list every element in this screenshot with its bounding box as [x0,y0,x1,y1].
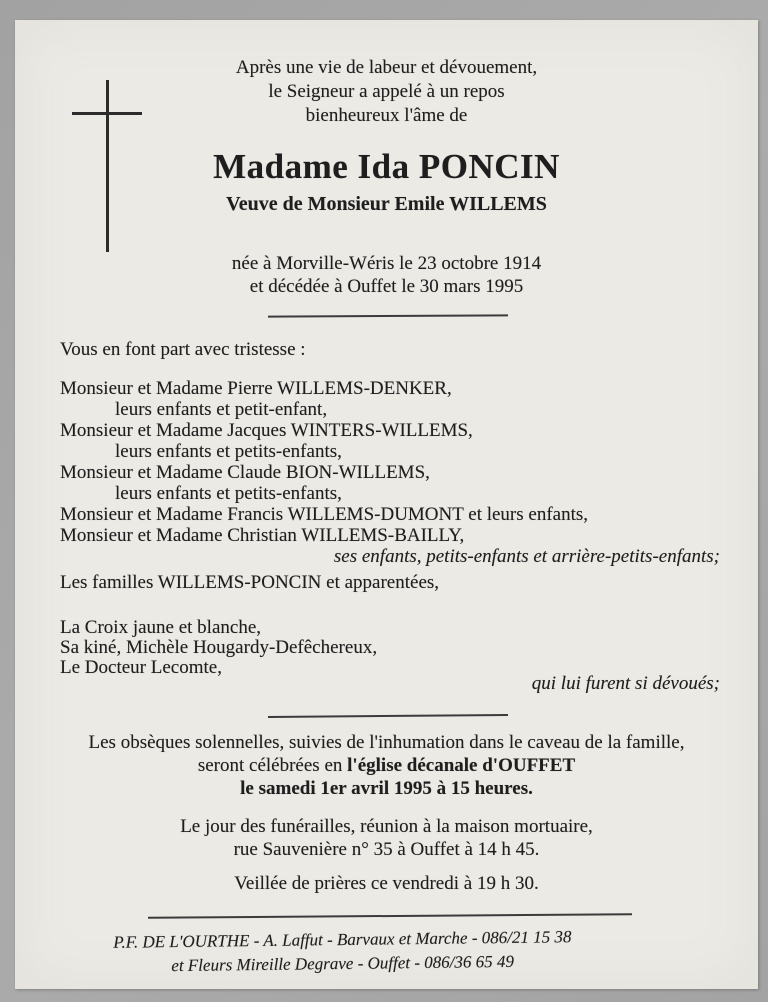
gathering-line-1: Le jour des funérailles, réunion à la maison mortuaire, [180,816,593,837]
intro-text [15,56,758,128]
life-dates [15,252,758,298]
relation-line: ses enfants, petits-enfants et arrière-petits-enfants; [333,546,720,567]
birth-line: née à Morville-Wéris le 23 octobre 1914 [231,253,542,274]
caregiver-line: Sa kiné, Michèle Hougardy-Defêchereux, [60,637,378,658]
related-families-line: Les familles WILLEMS-PONCIN et apparentées, [60,572,440,593]
intro-line-1: Après une vie de labeur et dévouement, [235,57,538,78]
gathering-details [15,815,758,861]
family-list [60,378,720,567]
funeral-date-time: le samedi 1er avril 1995 à 15 heures. [240,778,533,799]
divider-middle [268,714,508,718]
church-name: l'église décanale d'OUFFET [347,755,576,776]
footer-line-1: P.F. DE L'OURTHE - A. Laffut - Barvaux et Marche - 086/21 15 38 [113,927,572,952]
announcement-intro: Vous en font part avec tristesse : [60,339,306,360]
death-line: et décédée à Ouffet le 30 mars 1995 [249,276,524,297]
family-line: leurs enfants et petits-enfants, [115,483,342,504]
funeral-details [15,731,758,800]
family-line: leurs enfants et petit-enfant, [115,399,328,420]
funeral-home-footer [15,924,671,980]
deceased-name: Madame Ida PONCIN [213,147,560,186]
caregiver-line: Le Docteur Lecomte, [60,657,222,678]
funeral-line-1: Les obsèques solennelles, suivies de l'inhumation dans le caveau de la famille, [88,732,685,753]
family-line: Monsieur et Madame Claude BION-WILLEMS, [60,462,430,483]
intro-line-2: le Seigneur a appelé à un repos [268,81,505,102]
intro-line-3: bienheureux l'âme de [305,105,468,126]
funeral-line-2 [15,754,758,777]
family-line: Monsieur et Madame Christian WILLEMS-BAILLY, [60,525,465,546]
funeral-line-2-prefix: seront célébrées en [197,755,348,776]
gathering-line-2: rue Sauvenière n° 35 à Ouffet à 14 h 45. [233,839,540,860]
divider-top [268,314,508,317]
family-line: Monsieur et Madame Pierre WILLEMS-DENKER, [60,378,452,399]
family-line: Monsieur et Madame Francis WILLEMS-DUMONT et leurs enfants, [60,504,589,525]
family-line: leurs enfants et petits-enfants, [115,441,342,462]
memorial-card [15,20,758,989]
devotion-line: qui lui furent si dévoués; [531,673,720,694]
caregivers-list [60,618,377,678]
family-line: Monsieur et Madame Jacques WINTERS-WILLEMS, [60,420,473,441]
caregiver-line: La Croix jaune et blanche, [60,617,262,638]
divider-footer [148,913,632,918]
footer-line-2: et Fleurs Mireille Degrave - Ouffet - 086/36 65 49 [171,951,515,976]
vigil-line: Veillée de prières ce vendredi à 19 h 30. [234,873,539,894]
widow-line: Veuve de Monsieur Emile WILLEMS [226,193,547,215]
